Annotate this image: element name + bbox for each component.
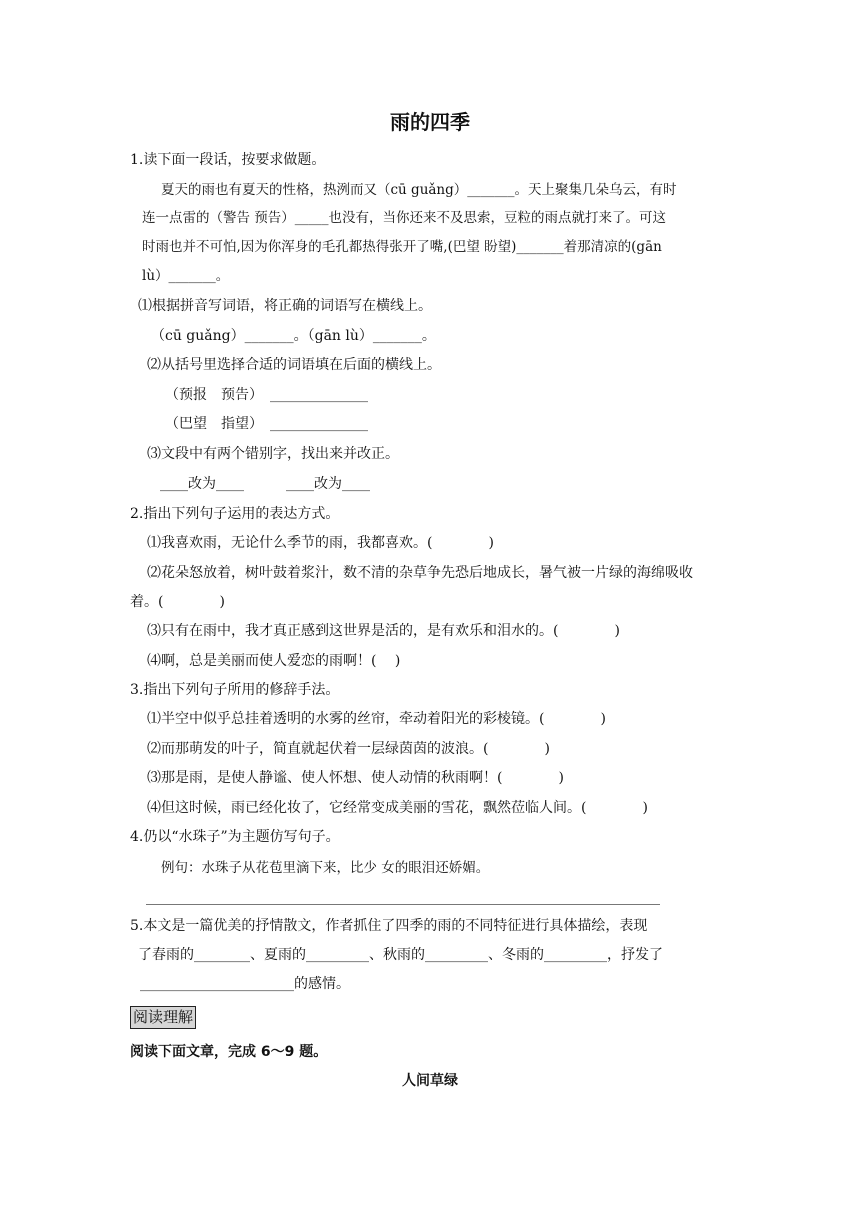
section-label: 阅读理解 [130,1006,196,1029]
q2-item-3: ⑶只有在雨中，我才真正感到这世界是活的，是有欢乐和泪水的。( ) [147,623,620,639]
q2-item-1: ⑴我喜欢雨，无论什么季节的雨，我都喜欢。( ) [147,535,494,551]
q3-item-2: ⑵而那萌发的叶子，简直就起伏着一层绿茵茵的波浪。( ) [147,741,550,757]
q1-sub1-prompt: ⑴根据拼音写词语，将正确的词语写在横线上。 [138,298,432,314]
q1-heading: 1.读下面一段话，按要求做题。 [130,152,326,168]
q1-passage-line-4: lù）_______。 [142,268,230,284]
q1-passage-line-1: 夏天的雨也有夏天的性格，热洌而又（cū guǎng）_______。天上聚集几朵乌云，有时 [161,182,677,198]
q1-sub3-prompt: ⑶文段中有两个错别字，找出来并改正。 [147,446,399,462]
article-title: 人间草绿 [402,1073,458,1089]
q4-heading: 4.仍以“水珠子”为主题仿写句子。 [130,829,340,845]
q1-sub1-blanks: （cū guǎng）_______。（gān lù）_______。 [151,328,436,344]
q3-item-3: ⑶那是雨，是使人静谧、使人怀想、使人动情的秋雨啊！( ) [147,770,564,786]
q2-item-2-cont: 着。( ) [130,594,225,610]
q1-sub3-blanks: ____改为____ ____改为____ [160,476,370,492]
q2-heading: 2.指出下列句子运用的表达方式。 [130,506,340,522]
q3-item-1: ⑴半空中似乎总挂着透明的水雾的丝帘，牵动着阳光的彩棱镜。( ) [147,711,606,727]
q1-sub2-prompt: ⑵从括号里选择合适的词语填在后面的横线上。 [147,357,441,373]
q1-sub2-option-1: （预报 预告） ______________ [165,387,368,403]
q2-item-2: ⑵花朵怒放着，树叶鼓着浆汁，数不清的杂草争先恐后地成长，暑气被一片绿的海绵吸收 [147,565,693,581]
q3-heading: 3.指出下列句子所用的修辞手法。 [130,682,340,698]
q5-line-3: ______________________的感情。 [140,976,350,992]
q1-passage-line-3: 时雨也并不可怕,因为你浑身的毛孔都热得张开了嘴,(巴望 盼望)_______着那清凉的(gān [142,239,662,255]
q1-sub2-option-2: （巴望 指望） ______________ [165,416,368,432]
q5-line-1: 5.本文是一篇优美的抒情散文，作者抓住了四季的雨的不同特征进行具体描绘，表现 [130,918,648,934]
q3-item-4: ⑷但这时候，雨已经化妆了，它经常变成美丽的雪花，飘然莅临人间。( ) [147,800,648,816]
page-title: 雨的四季 [390,110,470,134]
q4-example: 例句：水珠子从花苞里滴下来，比少 女的眼泪还娇媚。 [161,860,490,876]
q4-answer-line [146,904,660,905]
q1-passage-line-2: 连一点雷的（警告 预告）_____也没有，当你还来不及思索，豆粒的雨点就打来了。可这 [142,210,667,226]
reading-instruction: 阅读下面文章，完成 6～9 题。 [130,1044,328,1060]
q5-line-2: 了春雨的________、夏雨的_________、秋雨的_________、冬雨的_________，抒发了 [138,947,663,963]
q2-item-4: ⑷啊，总是美丽而使人爱恋的雨啊！( ) [147,653,401,669]
